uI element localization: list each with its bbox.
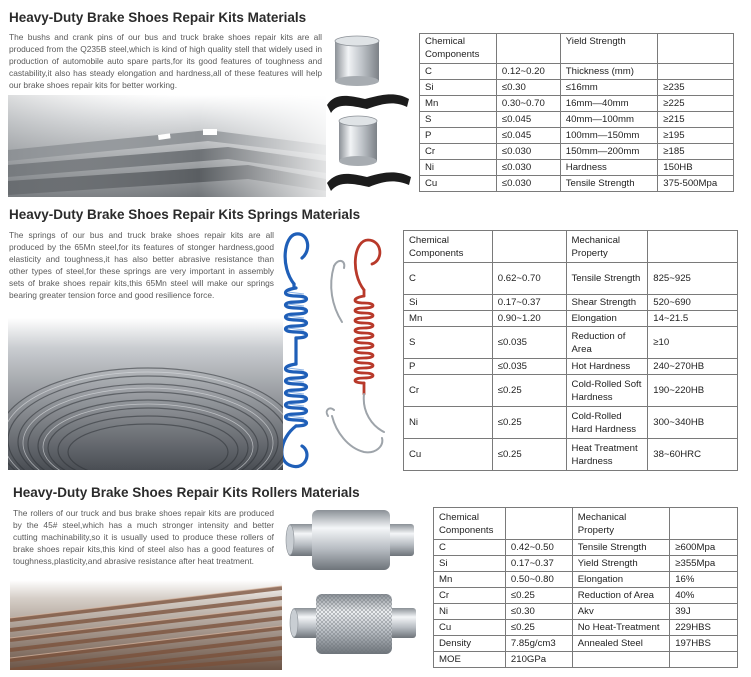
table-cell: 14~21.5	[648, 311, 738, 327]
table-cell: S	[420, 112, 497, 128]
table-cell: 38~60HRC	[648, 439, 738, 471]
table-cell: ≤0.030	[496, 160, 560, 176]
header-cell: Mechanical Property	[566, 231, 648, 263]
table-cell: ≤0.25	[492, 439, 566, 471]
table-cell: Si	[420, 80, 497, 96]
table-cell: Heat Treatment Hardness	[566, 439, 648, 471]
table-cell: ≥215	[658, 112, 734, 128]
table-cell: 40%	[670, 588, 738, 604]
table-cell	[572, 652, 669, 668]
table-cell: ≤0.045	[496, 112, 560, 128]
table-cell: C	[434, 540, 506, 556]
table-cell: 40mm—100mm	[560, 112, 658, 128]
table-cell: ≤0.25	[505, 588, 572, 604]
table-cell: Cu	[420, 176, 497, 192]
table-cell: Cold-Rolled Soft Hardness	[566, 375, 648, 407]
table-cell: 7.85g/cm3	[505, 636, 572, 652]
table-cell: ≤0.30	[505, 604, 572, 620]
table-cell: 0.42~0.50	[505, 540, 572, 556]
table-cell: Reduction of Area	[572, 588, 669, 604]
table-cell: Annealed Steel	[572, 636, 669, 652]
springs-description: The springs of our bus and truck brake shoes repair kits are all produced by the 65Mn steel,for its features of stonger hardness,good elasticity and toughness,it has also better abrasive resistance than other types of steel,for these springs are very important in assembly sets of brake shoes repair kits,this 65Mn steel will make our springs bearing greater tension force and good resilience force.	[9, 230, 274, 301]
springs-spec-table	[403, 230, 738, 471]
table-row	[434, 620, 738, 636]
table-row	[404, 311, 738, 327]
table-row	[434, 652, 738, 668]
table-cell: Cu	[404, 439, 493, 471]
table-cell: 240~270HB	[648, 359, 738, 375]
steel-plates-photo	[8, 95, 326, 197]
section-title-materials: Heavy-Duty Brake Shoes Repair Kits Materials	[9, 10, 307, 25]
table-cell: 0.12~0.20	[496, 64, 560, 80]
table-cell: 0.50~0.80	[505, 572, 572, 588]
table-cell: 100mm—150mm	[560, 128, 658, 144]
bushing-pin-illustration	[325, 33, 415, 201]
table-cell: ≥10	[648, 327, 738, 359]
table-cell: 375-500Mpa	[658, 176, 734, 192]
table-cell: C	[404, 263, 493, 295]
table-row	[420, 80, 734, 96]
table-row	[434, 556, 738, 572]
table-header-row	[420, 34, 734, 64]
table-cell: Si	[434, 556, 506, 572]
table-cell: Thickness (mm)	[560, 64, 658, 80]
table-cell: 16mm—40mm	[560, 96, 658, 112]
steel-bars-photo	[10, 580, 282, 670]
table-cell: S	[404, 327, 493, 359]
table-cell: 16%	[670, 572, 738, 588]
table-row	[420, 160, 734, 176]
table-cell: Tensile Strength	[566, 263, 648, 295]
header-cell: Yield Strength	[560, 34, 658, 64]
table-row	[434, 572, 738, 588]
table-cell: Mn	[404, 311, 493, 327]
table-cell: Cr	[404, 375, 493, 407]
table-row	[434, 636, 738, 652]
table-cell: Ni	[404, 407, 493, 439]
table-row	[420, 112, 734, 128]
table-cell: Reduction of Area	[566, 327, 648, 359]
table-cell: 197HBS	[670, 636, 738, 652]
springs-illustration	[272, 226, 404, 474]
table-cell: Cr	[434, 588, 506, 604]
table-cell: 300~340HB	[648, 407, 738, 439]
header-cell	[496, 34, 560, 64]
table-cell: ≥225	[658, 96, 734, 112]
header-cell	[670, 508, 738, 540]
rollers-description: The rollers of our truck and bus brake shoes repair kits are produced by the 45# steel,which has a much stronger intensity and better cutting machinability,so it is usually used to produce these rollers of brake shoes repair kits,this kind of steel also has a good features of toughness,plasticity,and abrasive resistance after heat treatment.	[13, 508, 274, 567]
table-cell: 520~690	[648, 295, 738, 311]
header-cell: Chemical Components	[434, 508, 506, 540]
table-cell: P	[404, 359, 493, 375]
table-cell: ≥355Mpa	[670, 556, 738, 572]
section-title-springs: Heavy-Duty Brake Shoes Repair Kits Springs Materials	[9, 207, 361, 222]
table-cell: Tensile Strength	[560, 176, 658, 192]
table-row	[404, 407, 738, 439]
table-cell: 210GPa	[505, 652, 572, 668]
table-row	[434, 588, 738, 604]
table-cell: Elongation	[572, 572, 669, 588]
table-cell: 39J	[670, 604, 738, 620]
table-header-row	[434, 508, 738, 540]
table-header-row	[404, 231, 738, 263]
table-row	[404, 295, 738, 311]
table-row	[434, 540, 738, 556]
header-cell	[505, 508, 572, 540]
table-cell: Hardness	[560, 160, 658, 176]
table-cell: Hot Hardness	[566, 359, 648, 375]
table-cell: 0.17~0.37	[505, 556, 572, 572]
table-cell: 0.17~0.37	[492, 295, 566, 311]
header-cell: Chemical Components	[404, 231, 493, 263]
table-cell: 190~220HB	[648, 375, 738, 407]
table-cell: ≤0.030	[496, 144, 560, 160]
table-row	[434, 604, 738, 620]
table-cell: Mn	[434, 572, 506, 588]
table-cell: Cr	[420, 144, 497, 160]
wire-coils-photo	[8, 318, 283, 470]
table-cell: ≤0.035	[492, 327, 566, 359]
section-title-rollers: Heavy-Duty Brake Shoes Repair Kits Rollers Materials	[13, 485, 360, 500]
table-row	[420, 176, 734, 192]
table-cell: ≥185	[658, 144, 734, 160]
table-cell: MOE	[434, 652, 506, 668]
table-cell: 0.90~1.20	[492, 311, 566, 327]
table-cell: Cold-Rolled Hard Hardness	[566, 407, 648, 439]
header-cell	[648, 231, 738, 263]
table-cell: Elongation	[566, 311, 648, 327]
table-cell: ≤0.25	[492, 375, 566, 407]
table-cell: ≥195	[658, 128, 734, 144]
table-row	[404, 327, 738, 359]
header-cell	[492, 231, 566, 263]
table-cell: C	[420, 64, 497, 80]
header-cell	[658, 34, 734, 64]
table-cell: 0.30~0.70	[496, 96, 560, 112]
header-cell: Chemical Components	[420, 34, 497, 64]
header-cell: Mechanical Property	[572, 508, 669, 540]
materials-description: The bushs and crank pins of our bus and truck brake shoes repair kits are all produced from the Q235B steel,which is kind of high quality stell that widely used in production of automobile auto spare parts,for its good features of toughness and castability,it also has steady elongation and hardness,all of these features will help our brake shoes repair kits for better working.	[9, 32, 322, 91]
table-cell: Shear Strength	[566, 295, 648, 311]
table-cell	[658, 64, 734, 80]
table-row	[420, 144, 734, 160]
table-cell: ≤0.030	[496, 176, 560, 192]
table-cell: Ni	[420, 160, 497, 176]
table-cell: ≤0.30	[496, 80, 560, 96]
table-cell: Cu	[434, 620, 506, 636]
materials-spec-table	[419, 33, 734, 192]
table-row	[404, 439, 738, 471]
table-cell: Tensile Strength	[572, 540, 669, 556]
table-cell: 150mm—200mm	[560, 144, 658, 160]
table-cell: ≤0.25	[492, 407, 566, 439]
table-row	[404, 359, 738, 375]
table-cell: Ni	[434, 604, 506, 620]
table-cell: Si	[404, 295, 493, 311]
table-row	[420, 96, 734, 112]
table-cell: ≤0.035	[492, 359, 566, 375]
table-cell: ≥600Mpa	[670, 540, 738, 556]
table-cell: Mn	[420, 96, 497, 112]
table-row	[404, 375, 738, 407]
table-cell: No Heat-Treatment	[572, 620, 669, 636]
table-row	[404, 263, 738, 295]
table-cell: Yield Strength	[572, 556, 669, 572]
table-cell	[670, 652, 738, 668]
rollers-illustration	[284, 504, 424, 672]
table-cell: ≥235	[658, 80, 734, 96]
table-cell: 229HBS	[670, 620, 738, 636]
table-row	[420, 64, 734, 80]
table-cell: 150HB	[658, 160, 734, 176]
table-cell: 825~925	[648, 263, 738, 295]
table-cell: Density	[434, 636, 506, 652]
table-cell: ≤0.25	[505, 620, 572, 636]
table-cell: ≤16mm	[560, 80, 658, 96]
table-cell: Akv	[572, 604, 669, 620]
table-cell: P	[420, 128, 497, 144]
table-cell: ≤0.045	[496, 128, 560, 144]
table-row	[420, 128, 734, 144]
rollers-spec-table	[433, 507, 738, 668]
table-cell: 0.62~0.70	[492, 263, 566, 295]
